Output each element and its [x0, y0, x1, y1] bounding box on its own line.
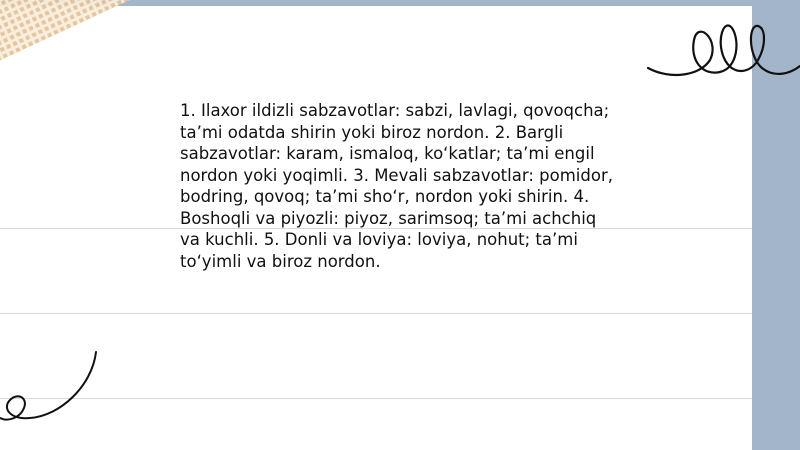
washi-tape-strip [0, 0, 260, 76]
rule-line [0, 398, 752, 399]
slide-body-text: 1. Ilaxor ildizli sabzavotlar: sabzi, lavlagi, qovoqcha; ta’mi odatda shirin yoki biroz nordon. 2. Bargli sabzavotlar: karam, ismaloq, ko‘katlar; ta’mi engil nordon yoki yoqimli. 3. Mevali sabzavotlar: pomidor, bodring, qovoq; ta’mi sho‘r, nordon yoki shirin. 4. Boshoqli va piyozli: piyoz, sarimsoq; ta’mi achchiq va kuchli. 5. Donli va loviya: loviya, nohut; ta’mi to‘yimli va biroz nordon. [180, 101, 613, 271]
loop-scribble-bottom-left-icon [0, 346, 110, 426]
rule-line [0, 313, 752, 314]
loop-scribble-top-right-icon [640, 10, 800, 90]
